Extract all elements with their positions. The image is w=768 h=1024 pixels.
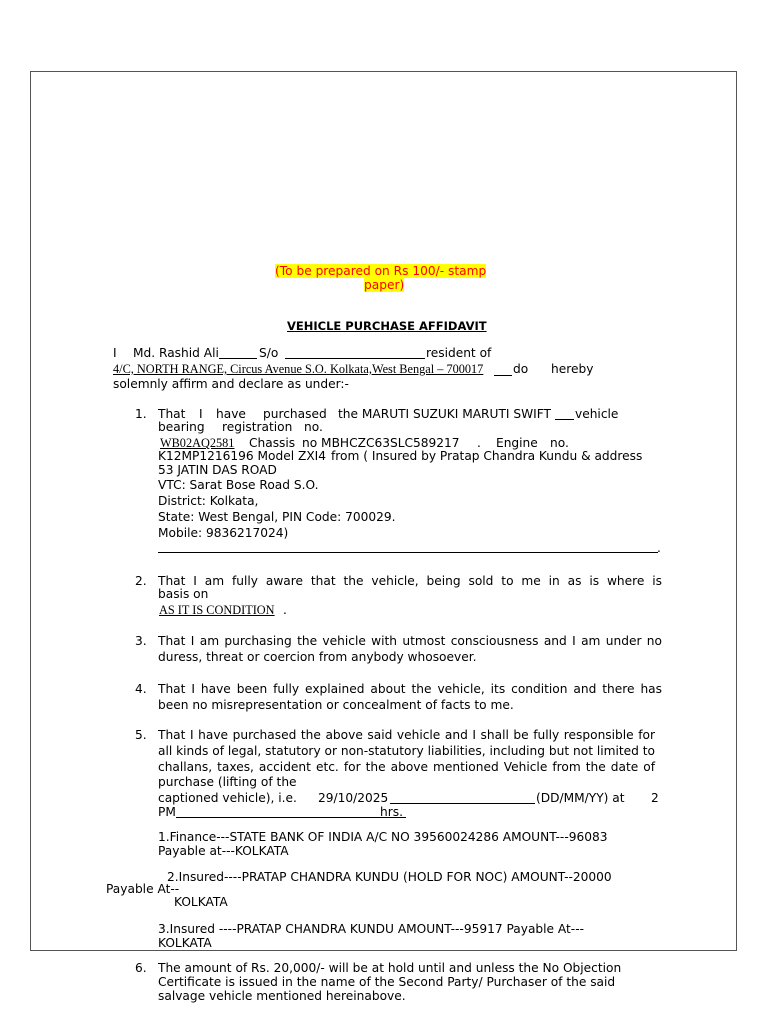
separator-dot: . xyxy=(477,436,481,450)
item6-line2: Certificate is issued in the name of the Second Party/ Purchaser of the said xyxy=(158,975,616,989)
item1-word: purchased xyxy=(263,407,327,421)
vehicle-make-model: the MARUTI SUZUKI MARUTI SWIFT xyxy=(338,407,551,421)
seller-address-line4: State: West Bengal, PIN Code: 700029. xyxy=(158,510,396,524)
item3-text: That I am purchasing the vehicle with utmost consciousness and I am under no duress, threat or coercion from anybody whosoever. xyxy=(158,634,662,664)
item1-word: no. xyxy=(304,420,323,434)
blank-line xyxy=(555,419,574,420)
vehicle-condition: AS IT IS CONDITION xyxy=(159,603,275,617)
document-title: VEHICLE PURCHASE AFFIDAVIT xyxy=(287,319,487,333)
seller-address-line1: 53 JATIN DAS ROAD xyxy=(158,463,277,477)
item2-number: 2. xyxy=(135,574,147,588)
blank-line xyxy=(219,358,257,359)
item6-number: 6. xyxy=(135,961,147,975)
item4-number: 4. xyxy=(135,682,147,696)
signature-blank-line xyxy=(158,552,658,553)
hrs-label: hrs. xyxy=(380,805,403,819)
line-end-dot: . xyxy=(657,541,661,555)
insured3-line1: 3.Insured ----PRATAP CHANDRA KUNDU AMOUNT---95917 Payable At--- xyxy=(158,922,584,936)
insured-from: from ( Insured by Pratap Chandra Kundu & address xyxy=(331,449,643,463)
seller-mobile: Mobile: 9836217024) xyxy=(158,526,289,540)
purchase-date: 29/10/2025 xyxy=(318,791,389,805)
seller-address-line3: District: Kolkata, xyxy=(158,494,259,508)
chassis-number: no MBHCZC63SLC589217 xyxy=(302,436,460,450)
finance-line2: Payable at---KOLKATA xyxy=(158,844,289,858)
insured3-line2: KOLKATA xyxy=(158,936,212,950)
item3-number: 3. xyxy=(135,634,147,648)
item1-word: bearing xyxy=(158,420,205,434)
item1-number: 1. xyxy=(135,407,147,421)
insured2-line3: KOLKATA xyxy=(174,895,228,909)
item1-word: That xyxy=(158,407,186,421)
deponent-name: Md. Rashid Ali xyxy=(133,346,219,360)
resident-of-label: resident of xyxy=(426,346,492,360)
deponent-address: 4/C, NORTH RANGE, Circus Avenue S.O. Kolkata,West Bengal – 700017 xyxy=(113,362,484,376)
item5-line5: captioned vehicle), i.e. xyxy=(158,791,297,805)
item4-text: That I have been fully explained about the vehicle, its condition and there has been no misrepresentation or concealment of facts to me. xyxy=(158,682,662,712)
item5-text: That I have purchased the above said vehicle and I shall be fully responsible for all kinds of legal, statutory or non-statutory liabilities, including but not limited to challans, taxes, accident etc. for the above mentioned Vehicle from the date of purchase (lifting of the xyxy=(158,728,655,790)
so-label: S/o xyxy=(259,346,279,360)
purchase-time: 2 xyxy=(651,791,659,805)
item1-word: have xyxy=(216,407,246,421)
hereby-label: hereby xyxy=(551,362,594,376)
chassis-label: Chassis xyxy=(249,436,296,450)
item1-word: registration xyxy=(222,420,293,434)
item6-line3: salvage vehicle mentioned hereinabove. xyxy=(158,989,406,1003)
item1-word: I xyxy=(199,407,203,421)
intro-prefix: I xyxy=(113,346,117,360)
line-end-dot: . xyxy=(283,603,287,617)
item1-word: vehicle xyxy=(575,407,619,421)
item5-number: 5. xyxy=(135,728,147,742)
registration-number: WB02AQ2581 xyxy=(160,436,235,450)
item2-line1: That I am fully aware that the vehicle, being sold to me in as is where is xyxy=(158,574,662,588)
insured2-line1: 2.Insured----PRATAP CHANDRA KUNDU (HOLD FOR NOC) AMOUNT--20000 xyxy=(167,870,612,884)
blank-line xyxy=(390,803,535,804)
seller-address-line2: VTC: Sarat Bose Road S.O. xyxy=(158,478,319,492)
insured2-line2: Payable At-- xyxy=(106,882,180,896)
item6-line1: The amount of Rs. 20,000/- will be at hold until and unless the No Objection xyxy=(158,961,622,975)
finance-line1: 1.Finance---STATE BANK OF INDIA A/C NO 39560024286 AMOUNT---96083 xyxy=(158,830,608,844)
do-label: do xyxy=(513,362,529,376)
stamp-note-line2: paper) xyxy=(364,278,405,292)
pm-label: PM xyxy=(158,805,176,819)
father-name-blank xyxy=(285,358,425,359)
blank-line xyxy=(494,375,512,376)
engine-label: Engine xyxy=(496,436,538,450)
stamp-note-line1: (To be prepared on Rs 100/- stamp xyxy=(275,264,487,278)
intro-line2: solemnly affirm and declare as under:- xyxy=(113,377,349,391)
date-format-label: (DD/MM/YY) at xyxy=(536,791,625,805)
engine-number-model: K12MP1216196 Model ZXI4 xyxy=(158,449,327,463)
engine-no-label: no. xyxy=(550,436,569,450)
item2-line2: basis on xyxy=(158,587,209,601)
blank-line xyxy=(176,817,406,818)
